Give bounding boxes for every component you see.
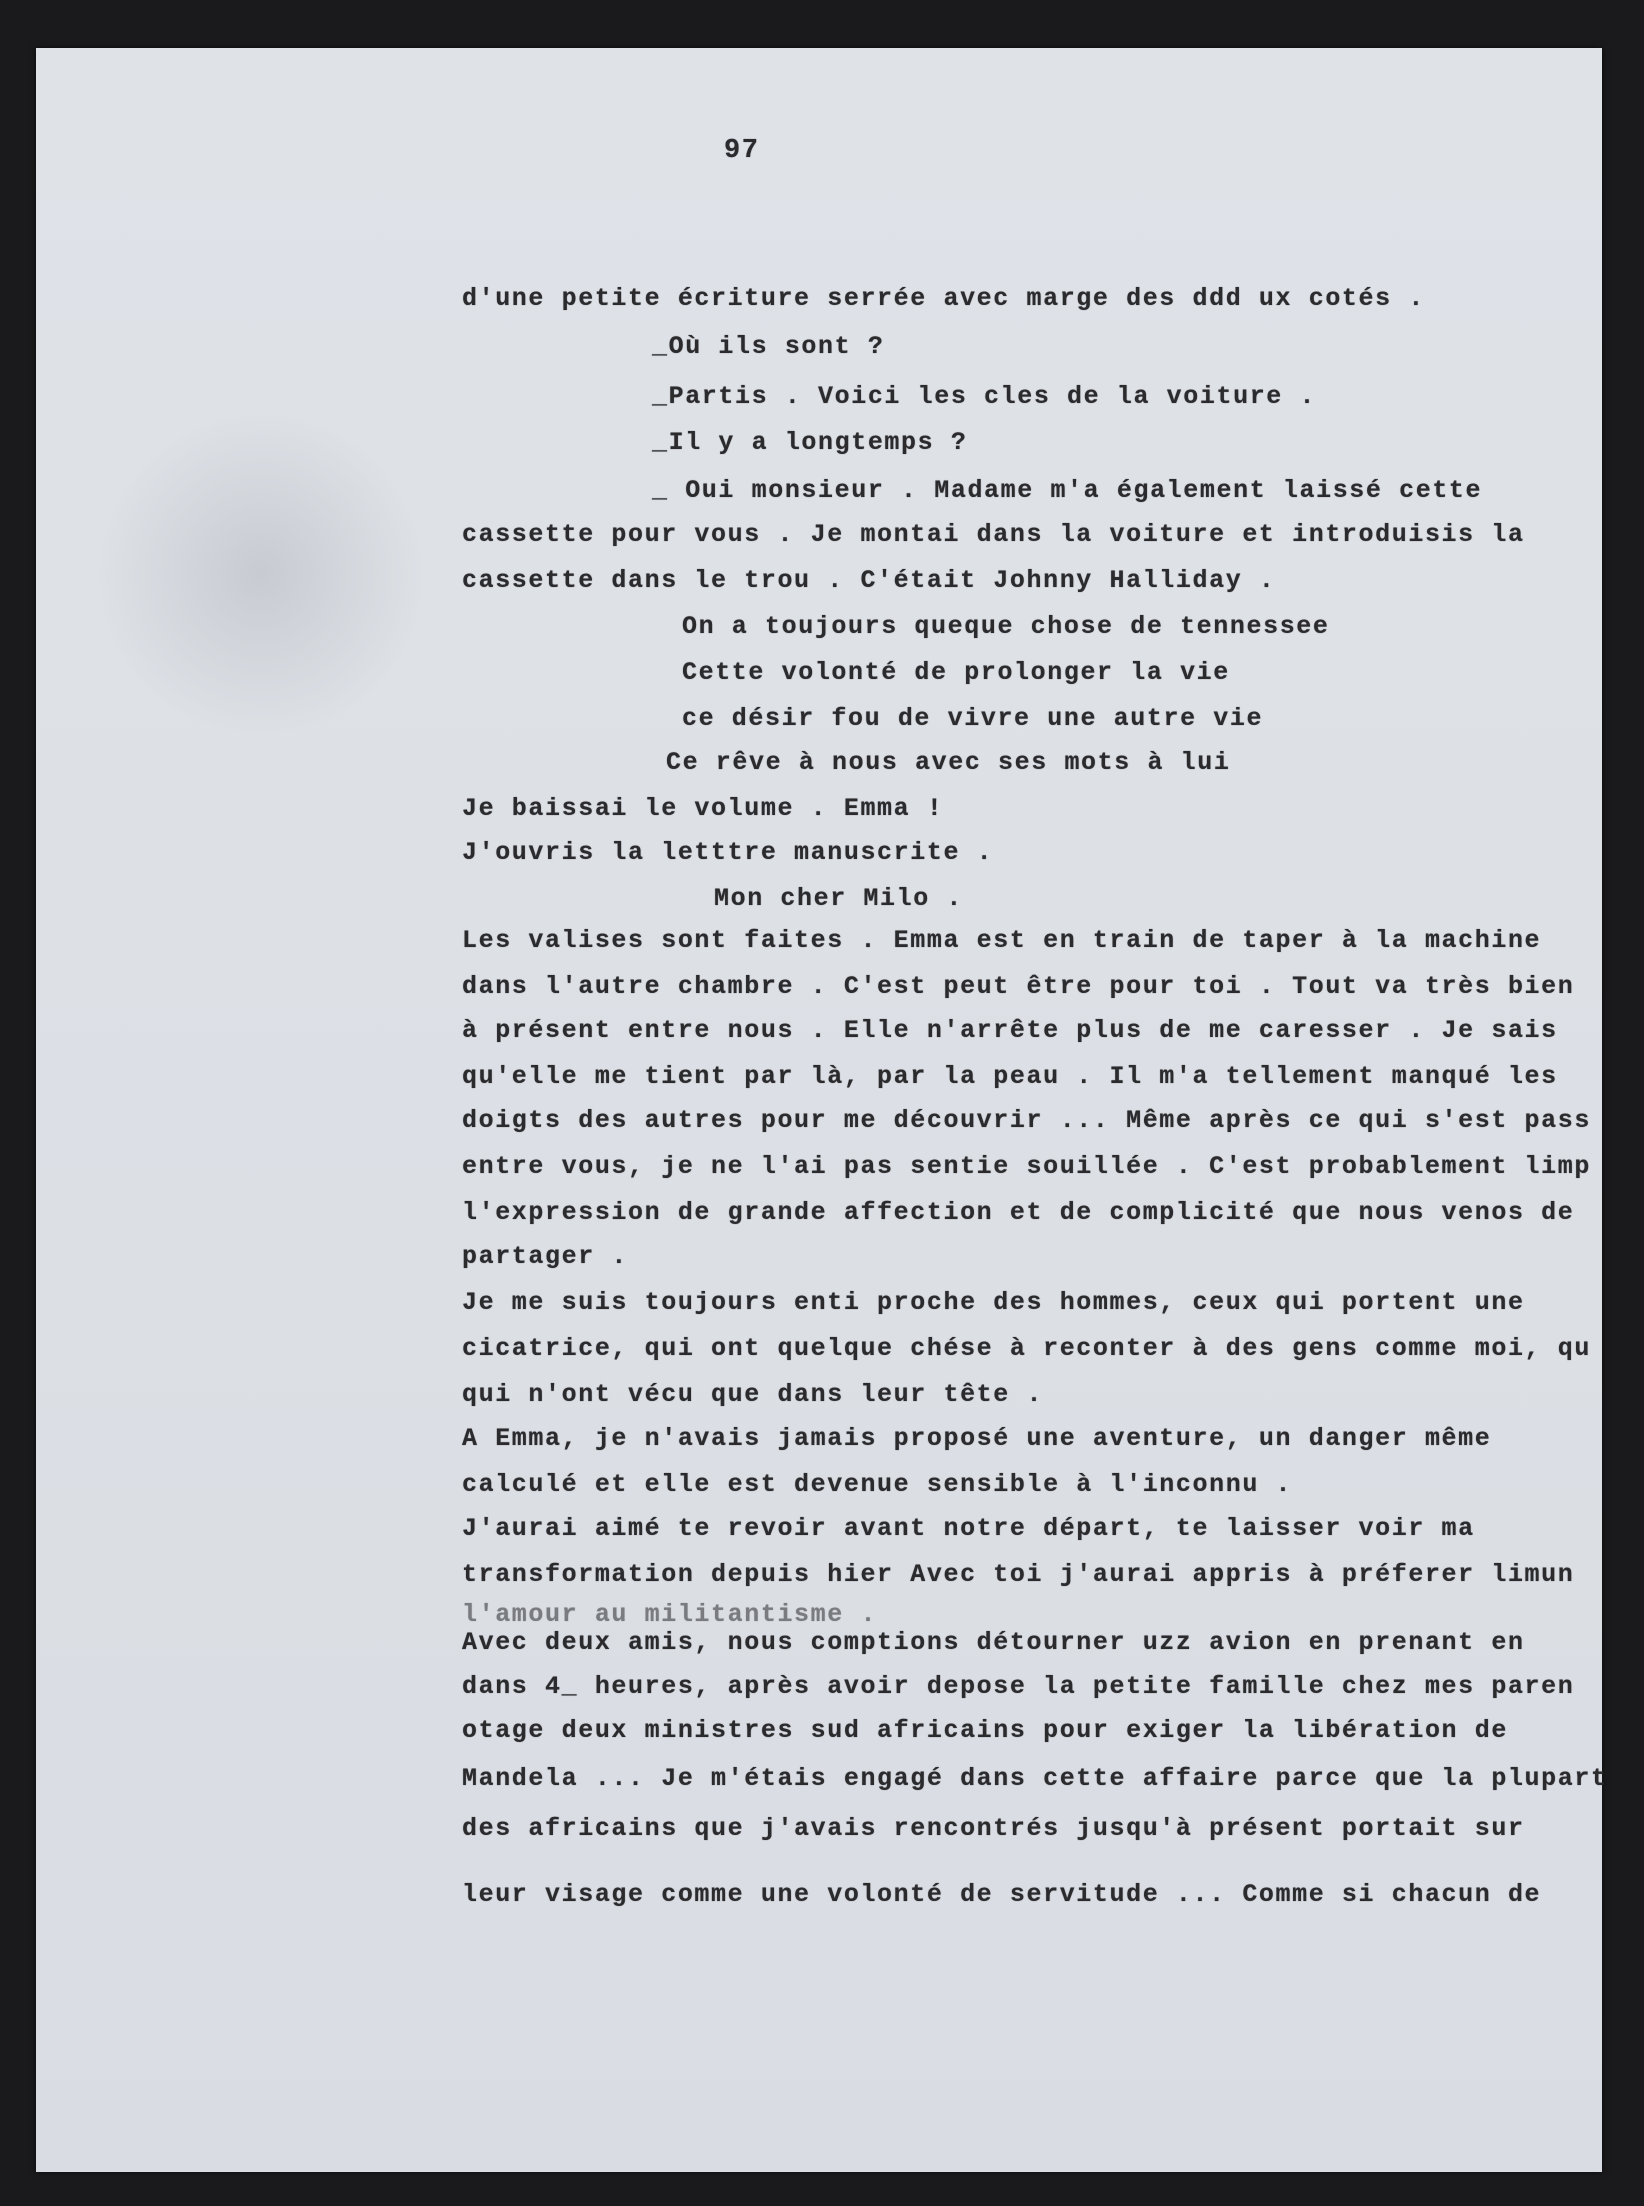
letter-line: dans l'autre chambre . C'est peut être pour toi . Tout va très bien: [462, 972, 1575, 1001]
letter-line: qui n'ont vécu que dans leur tête .: [462, 1380, 1044, 1409]
text-line: _Où ils sont ?: [652, 332, 885, 361]
letter-line: doigts des autres pour me découvrir ... Même après ce qui s'est pass: [462, 1106, 1591, 1135]
letter-line: leur visage comme une volonté de servitude ... Comme si chacun de: [462, 1880, 1542, 1909]
letter-salutation: Mon cher Milo .: [714, 884, 964, 913]
song-lyric-line: ce désir fou de vivre une autre vie: [682, 704, 1264, 733]
text-line: _ Oui monsieur . Madame m'a également laissé cette: [652, 476, 1483, 505]
letter-line: A Emma, je n'avais jamais proposé une aventure, un danger même: [462, 1424, 1492, 1453]
letter-line: Avec deux amis, nous comptions détourner uzz avion en prenant en: [462, 1628, 1525, 1657]
letter-line: J'aurai aimé te revoir avant notre départ, te laisser voir ma: [462, 1514, 1475, 1543]
song-lyric-line: Ce rêve à nous avec ses mots à lui: [666, 748, 1231, 777]
text-line: _Il y a longtemps ?: [652, 428, 968, 457]
letter-line: des africains que j'avais rencontrés jusqu'à présent portait sur: [462, 1814, 1525, 1843]
text-line: cassette dans le trou . C'était Johnny Halliday .: [462, 566, 1276, 595]
letter-line-overprinted: l'amour au militantisme .: [462, 1600, 878, 1629]
letter-line: Mandela ... Je m'étais engagé dans cette affaire parce que la plupart: [462, 1764, 1608, 1793]
text-line: Je baissai le volume . Emma !: [462, 794, 944, 823]
song-lyric-line: Cette volonté de prolonger la vie: [682, 658, 1230, 687]
text-line: d'une petite écriture serrée avec marge des ddd ux cotés .: [462, 284, 1425, 313]
letter-line: dans 4_ heures, après avoir depose la petite famille chez mes paren: [462, 1672, 1575, 1701]
page-number: 97: [724, 136, 760, 166]
letter-line: otage deux ministres sud africains pour exiger la libération de: [462, 1716, 1508, 1745]
letter-line: Les valises sont faites . Emma est en train de taper à la machine: [462, 926, 1542, 955]
text-line: _Partis . Voici les cles de la voiture .: [652, 382, 1317, 411]
letter-line: à présent entre nous . Elle n'arrête plus de me caresser . Je sais: [462, 1016, 1558, 1045]
text-line: cassette pour vous . Je montai dans la voiture et introduisis la: [462, 520, 1525, 549]
letter-line: entre vous, je ne l'ai pas sentie souillée . C'est probablement limp: [462, 1152, 1591, 1181]
letter-line: cicatrice, qui ont quelque chése à reconter à des gens comme moi, qu: [462, 1334, 1591, 1363]
song-lyric-line: On a toujours queque chose de tennessee: [682, 612, 1330, 641]
ink-smudge: [96, 408, 426, 738]
letter-line: qu'elle me tient par là, par la peau . Il m'a tellement manqué les: [462, 1062, 1558, 1091]
letter-line: Je me suis toujours enti proche des hommes, ceux qui portent une: [462, 1288, 1525, 1317]
letter-line: partager .: [462, 1242, 629, 1271]
text-line: J'ouvris la letttre manuscrite .: [462, 838, 994, 867]
letter-line: calculé et elle est devenue sensible à l'inconnu .: [462, 1470, 1293, 1499]
letter-line: l'expression de grande affection et de complicité que nous venos de: [462, 1198, 1575, 1227]
letter-line: transformation depuis hier Avec toi j'aurai appris à préferer limun: [462, 1560, 1575, 1589]
